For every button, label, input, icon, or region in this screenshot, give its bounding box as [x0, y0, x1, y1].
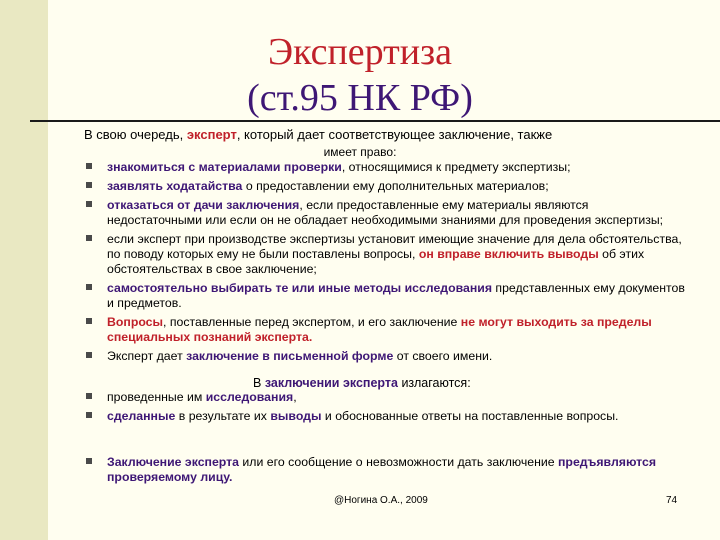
list-item — [86, 455, 686, 485]
bullet-icon — [86, 235, 92, 241]
list-item-text: и обоснованные ответы на поставленные вопросы. — [321, 409, 619, 423]
list-item-text: проведенные им — [107, 390, 206, 404]
list-item-text: предъявляются проверяемому лицу. — [107, 455, 657, 484]
list-item-text: заключение в письменной форме — [186, 349, 394, 363]
list-item — [86, 409, 686, 424]
list-item-text: он вправе включить выводы — [418, 247, 599, 261]
list-item — [86, 198, 686, 228]
bullet-icon — [86, 182, 92, 188]
bullet-icon — [86, 163, 92, 169]
slide-title: Экспертиза — [268, 31, 452, 73]
bullet-icon — [86, 318, 92, 324]
list-item-text: о предоставлении ему дополнительных материалов; — [242, 179, 549, 193]
sub-highlight: заключении эксперта — [264, 376, 398, 390]
intro-line2: имеет право: — [323, 145, 397, 159]
list-item-text: заявлять ходатайства — [107, 179, 243, 193]
bullet-icon — [86, 393, 92, 399]
list-item-text: Заключение эксперта — [107, 455, 240, 469]
intro-text — [84, 128, 684, 142]
list-item-text: выводы — [270, 409, 322, 423]
bullet-icon — [86, 284, 92, 290]
list-item — [86, 232, 686, 277]
bullet-icon — [86, 201, 92, 207]
title-divider — [30, 120, 720, 122]
list-item — [86, 390, 686, 405]
list-item-text: знакомиться с материалами проверки — [107, 160, 342, 174]
list-item — [86, 349, 686, 364]
list-item — [86, 160, 686, 175]
rights-list — [86, 160, 686, 368]
list-item-text: исследования — [205, 390, 294, 404]
list-item-text: представленных ему документов и предметов. — [107, 281, 685, 310]
list-item — [86, 281, 686, 311]
list-item-text: не могут выходить за пределы специальных познаний эксперта. — [107, 315, 652, 344]
conclusion-list — [86, 390, 686, 428]
subheading — [253, 376, 471, 391]
page-number: 74 — [666, 495, 678, 506]
intro-part2: , который дает соответствующее заключение, также — [236, 127, 553, 142]
list-item-text: от своего имени. — [393, 349, 493, 363]
list-item-text: Вопросы — [107, 315, 164, 329]
list-item-text: , — [293, 390, 297, 404]
intro-expert: эксперт — [186, 127, 237, 142]
footer-author: @Ногина О.А., 2009 — [334, 495, 428, 506]
slide-subtitle: (ст.95 НК РФ) — [247, 77, 473, 119]
bullet-icon — [86, 412, 92, 418]
list-item-text: отказаться от дачи заключения — [107, 198, 300, 212]
list-item — [86, 315, 686, 345]
intro-part1: В свою очередь, — [84, 127, 187, 142]
list-item-text: , поставленные перед экспертом, и его заключение — [163, 315, 461, 329]
list-item-text: об этих обстоятельствах в свое заключение; — [107, 247, 645, 276]
bullet-icon — [86, 352, 92, 358]
sub-part2: излагаются: — [397, 376, 471, 390]
list-item-text: , относящимися к предмету экспертизы; — [341, 160, 571, 174]
list-item-text: сделанные — [107, 409, 176, 423]
list-item-text: самостоятельно выбирать те или иные методы исследования — [107, 281, 493, 295]
list-item-text: если эксперт при производстве экспертизы установит имеющие значение для дела обстоятельства, по поводу которых ему не были поставлены вопросы, — [107, 232, 682, 261]
sub-part1: В — [253, 376, 265, 390]
list-item-text: Эксперт дает — [107, 349, 187, 363]
bullet-icon — [86, 458, 92, 464]
final-list — [86, 455, 686, 489]
list-item-text: , если предоставленные ему материалы являются недостаточными или если он не обладает необходимыми знаниями для проведения экспертизы; — [107, 198, 664, 227]
list-item-text: или его сообщение о невозможности дать заключение — [239, 455, 558, 469]
list-item — [86, 179, 686, 194]
list-item-text: в результате их — [175, 409, 271, 423]
